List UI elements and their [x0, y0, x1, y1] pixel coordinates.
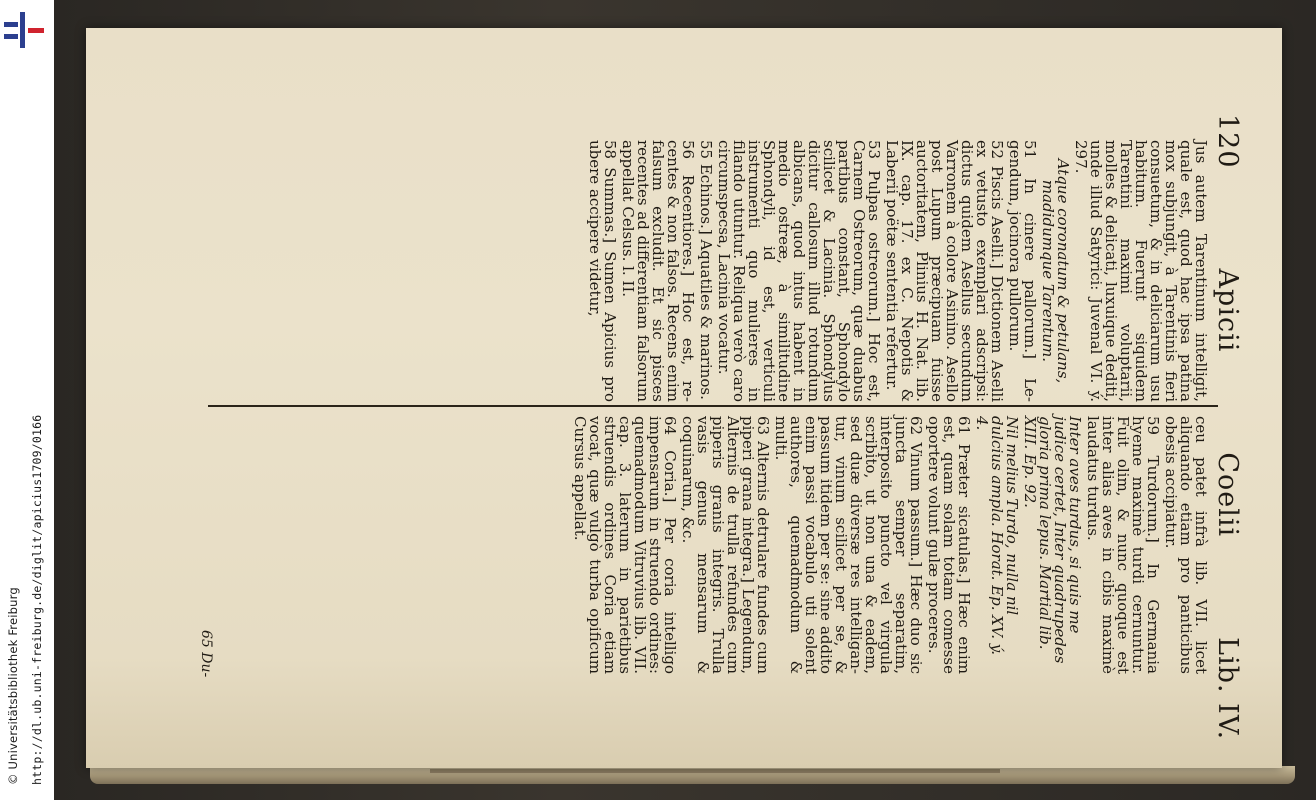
page-edge	[430, 769, 1000, 773]
running-title-book: Lib. IV.	[1212, 637, 1244, 741]
verse-quote: Nil melius Turdo, nulla nil dulcius ampla. Horat. Ep. XV. ý. 4.	[973, 416, 1021, 655]
note-55: 55 Echinos.] Aquatiles & marinos.	[697, 140, 715, 400]
column-divider	[208, 405, 1218, 407]
note-58: 58 Summas.] Sumen Apicius pro ubere accipere videtur,	[586, 140, 619, 402]
paragraph: Jus autem Tarentinum intelligit, quale est, quod hac ipsa patina mox subjungit, à Tarentinis fieri consuetum, & in deliciarum usu habitum. Fuerunt siquidem Tarentini maximi voluptarii, molles & delicati, luxuique dediti, unde illud Satyrici: Juvenal VI. ý. 297.	[1072, 140, 1210, 402]
catchword: 65 Du-	[198, 630, 214, 678]
note-52: 52 Piscis Aselli.] Dictionem Aselli ex vetusto exemplari adscripsi: dictus quidem Asellus secundum Varronem à colore Asinino. Asello post Lupum præcipuam fuisse auctoritatem, Plinius H. Nat. lib. IX. cap. 17. ex C. Nepotis & Laberii poëtæ sententia refertur.	[883, 140, 1006, 402]
right-text-column	[368, 416, 1208, 674]
left-text-column	[368, 140, 1208, 402]
document-url[interactable]: http://dl.ub.uni-freiburg.de/diglit/apicius1709/0166	[30, 414, 44, 785]
note-59: 59 Turdorum.] In Germania hyeme maximè turdi cernuntur. Fuit olim, & nunc quoque est inter alias aves in cibis maximè laudatus turdus.	[1084, 416, 1162, 674]
running-title-name: Coelii	[1212, 452, 1244, 538]
verse-quote: Atque coronatum & petulans, madidumque Tarentum.	[1039, 158, 1072, 384]
note-63: 63 Alternis detrulare fundes cum piperi grana integra.] Legendum, Alternis de trulla refundes cum piperis granis integris. Trulla vasis genus mensarum & coquinarum, &c.	[679, 416, 772, 674]
paragraph: ceu patet infrà lib. VII. licet aliquando etiam pro panticibus obesis accipiatur.	[1162, 416, 1210, 674]
note-64: 64 Coria.] Per coria intelligo impensarum in struendo ordines: quemadmodum Vitruvius lib. VII. cap. 3. laterum in parietibus struendis ordines Coria etiam vocat, quæ vulgò turba opificum Cursus appellat.	[571, 416, 679, 674]
library-logo-icon	[2, 10, 46, 50]
note-51: 51 In cinere pallorum.] Legendum, jocinora pullorum.	[1006, 140, 1039, 402]
running-title-author: Apicii	[1212, 268, 1244, 353]
note-56: 56 Recentiores.] Hoc est, recentes & non falsos. Recens enim falsum excludit. Et sic pisces recentes ad differentiam falsorum appellat Celsus. l. II.	[619, 140, 697, 402]
viewer-sidebar	[0, 0, 54, 800]
verse-quote: Inter aves turdus, si quis me judice certet, Inter quadrupedes gloria prima lepus. Martial lib. XIII. Ep. 92.	[1021, 416, 1084, 664]
note-61: 61 Præter sicatulas.] Hæc enim est, quam solam totam comesse oportere volunt gulæ proceres.	[925, 416, 973, 674]
page-number: 120	[1212, 114, 1244, 169]
note-53: 53 Pulpas ostreorum.] Hoc est, Carnem Ostreorum, quæ duabus partibus constant, Sphondylo scilicet & Lacinia. Sphondylus dicitur callosum illud rotundum albicans, quod intus habent in medio ostreæ, à similitudine Sphondyli, id est, verticuli instrumenti quo mulieres in filando utuntur. Reliqua verò caro circumspecsa, Lacinia vocatur.	[715, 140, 883, 402]
note-62: 62 Vinum passum.] Hæc duo sic juncta semper separatim, interposito puncto vel virgula scribito, ut non una & eadem, sed duæ diversæ res intelligantur, vinum scilicet per se, & passum itidem per se: sine addito enim passi vocabulo uti solent authores, quemadmodum & multi.	[772, 416, 925, 674]
copyright-notice: © Universitätsbibliothek Freiburg	[6, 587, 20, 785]
running-head	[1208, 114, 1248, 741]
